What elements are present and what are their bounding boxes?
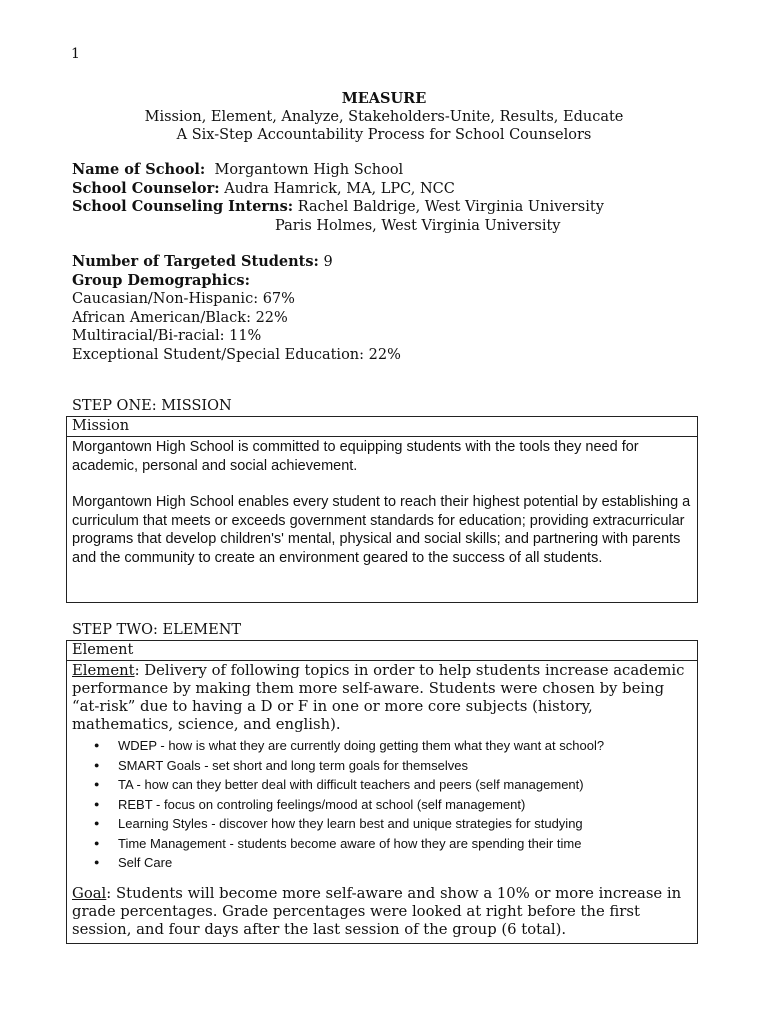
- step-one-heading: STEP ONE: MISSION: [72, 398, 232, 414]
- element-text: : Delivery of following topics in order to help students increase academic performance by making them more self-aware. Students were chosen by being “at-risk” due to having a D or F in one or more core subjects (history, mathematics, science, and english).: [72, 662, 685, 733]
- targeted-students-label: Number of Targeted Students:: [72, 253, 319, 270]
- list-item: ● Learning Styles - discover how they learn best and unique strategies for studying: [72, 814, 692, 834]
- intern-2: Paris Holmes, West Virginia University: [275, 217, 561, 234]
- intern-1: Rachel Baldrige, West Virginia University: [297, 199, 604, 215]
- school-name-value: Morgantown High School: [214, 162, 404, 178]
- goal-description: [72, 885, 692, 939]
- interns-line: [72, 198, 604, 217]
- demographic-line: Caucasian/Non-Hispanic: 67%: [72, 291, 295, 307]
- counselor-label: School Counselor:: [72, 179, 220, 197]
- mission-paragraph-1: Morgantown High School is committed to equipping students with the tools they need for academic, personal and social achievement.: [72, 439, 639, 474]
- goal-text: : Students will become more self-aware and show a 10% or more increase in grade percentages. Grade percentages were looked at right before the first session, and four days after the last session of the group (6 total).: [72, 884, 682, 938]
- demographic-line: Multiracial/Bi-racial: 11%: [72, 328, 262, 344]
- document-header: [0, 90, 768, 144]
- demographics: [72, 253, 401, 364]
- document-title: MEASURE: [341, 90, 427, 107]
- demographic-line: African American/Black: 22%: [72, 309, 288, 326]
- list-item: ● Self Care: [72, 853, 692, 873]
- element-box: [66, 640, 698, 944]
- demographic-line: Exceptional Student/Special Education: 22%: [72, 346, 401, 363]
- interns-label: School Counseling Interns:: [72, 198, 294, 215]
- list-item: ● SMART Goals - set short and long term goals for themselves: [72, 756, 692, 776]
- mission-paragraph-2: Morgantown High School enables every student to reach their highest potential by establishing a curriculum that meets or exceeds government standards for education; providing extracurricular programs that develop children's' mental, physical and social skills; and partnering with parents and the community to create an environment geared to the success of all students.: [72, 494, 691, 566]
- school-name-label: Name of School:: [72, 161, 206, 178]
- group-demographics-heading: Group Demographics:: [72, 271, 250, 289]
- topic-list: [72, 736, 692, 873]
- counselor-value: Audra Hamrick, MA, LPC, NCC: [224, 180, 455, 197]
- list-item: ● WDEP - how is what they are currently doing getting them what they want at school?: [72, 736, 692, 756]
- element-body: [67, 661, 697, 939]
- element-label: Element: [72, 662, 135, 679]
- page-number: 1: [71, 46, 80, 62]
- list-item: ● REBT - focus on controling feelings/mood at school (self management): [72, 795, 692, 815]
- goal-label: Goal: [72, 884, 107, 902]
- element-box-header: Element: [67, 641, 697, 661]
- list-item: ● TA - how can they better deal with difficult teachers and peers (self management): [72, 775, 692, 795]
- element-description: [72, 662, 692, 734]
- mission-box: [66, 416, 698, 603]
- targeted-students-value: 9: [323, 254, 333, 270]
- step-two-heading: STEP TWO: ELEMENT: [72, 622, 242, 638]
- document-subtitle-description: A Six-Step Accountability Process for School Counselors: [176, 127, 592, 143]
- document-subtitle-acronym: Mission, Element, Analyze, Stakeholders-Unite, Results, Educate: [144, 109, 624, 125]
- mission-body: [67, 437, 697, 567]
- school-name-line: [72, 161, 604, 180]
- school-info: [72, 161, 604, 235]
- targeted-students-line: [72, 253, 401, 272]
- counselor-line: [72, 180, 604, 199]
- interns-line-2: [72, 217, 604, 236]
- mission-box-header: Mission: [67, 417, 697, 437]
- list-item: ● Time Management - students become aware of how they are spending their time: [72, 834, 692, 854]
